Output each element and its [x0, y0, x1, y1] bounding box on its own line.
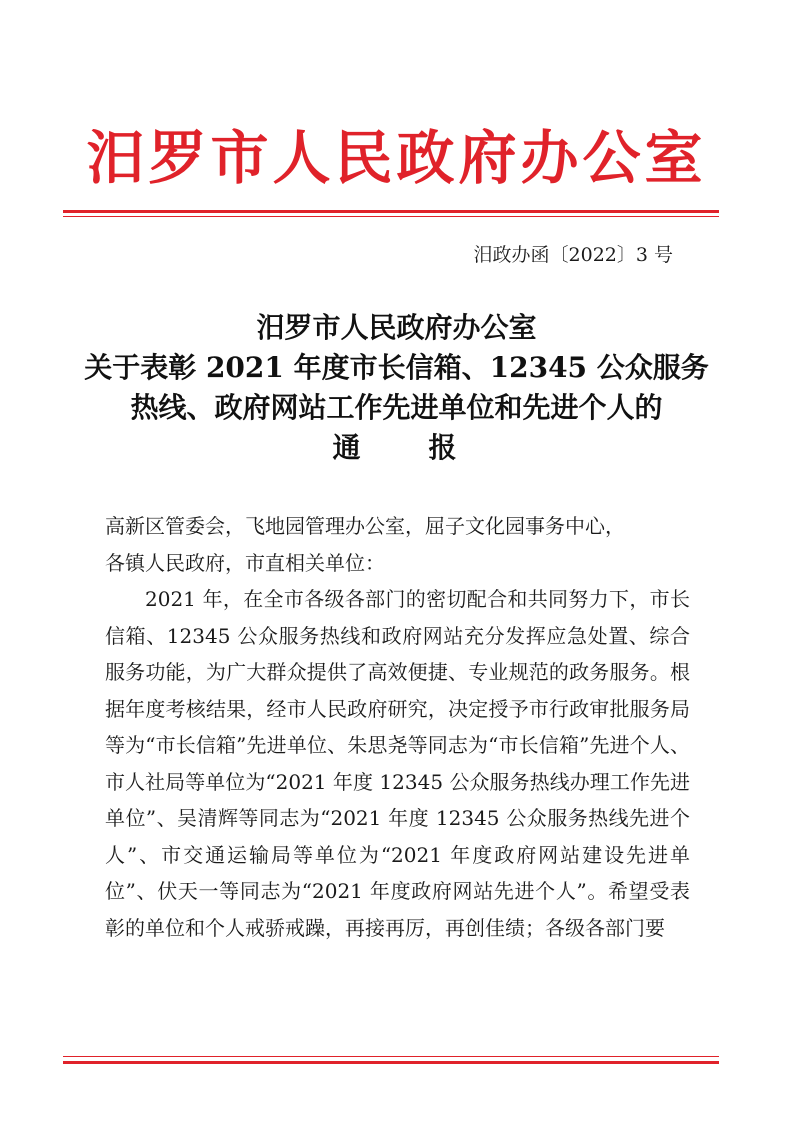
document-title: [60, 308, 733, 468]
title-line-3: 热线、政府网站工作先进单位和先进个人的: [130, 391, 663, 424]
title-line-1: 汨罗市人民政府办公室: [256, 311, 537, 344]
footer-rule-thin: [63, 1056, 719, 1057]
document-number: 汨政办函〔2022〕3 号: [473, 244, 673, 266]
title-line-4: 通 报: [332, 431, 461, 464]
addressee-line-2: 各镇人民政府，市直相关单位：: [105, 550, 385, 575]
addressee-line-1: 高新区管委会，飞地园管理办公室，屈子文化园事务中心，: [105, 514, 625, 538]
footer-rule-thick: [63, 1061, 719, 1064]
letterhead-title: 汨罗市人民政府办公室: [86, 124, 707, 192]
letterhead-rule-thick: [63, 210, 719, 213]
body-paragraph-1: 2021 年，在全市各级各部门的密切配合和共同努力下，市长信箱、12345 公众服务热线和政府网站充分发挥应急处置、综合服务功能，为广大群众提供了高效便捷、专业规范的政务服务。根据年度考核结果，经市人民政府研究，决定授予市行政审批服务局等为“市长信箱”先进单位、朱思尧等同志为“市长信箱”先进个人、市人社局等单位为“2021 年度 12345 公众服务热线办理工作先进单位”、吴清辉等同志为“2021 年度 12345 公众服务热线先进个人”、市交通运输局等单位为“2021 年度政府网站建设先进单位”、伏天一等同志为“2021 年度政府网站先进个人”。希望受表彰的单位和个人戒骄戒躁，再接再厉，再创佳绩；各级各部门要: [105, 587, 690, 940]
title-line-2: 关于表彰 2021 年度市长信箱、12345 公众服务: [84, 351, 709, 384]
letterhead-rule-thin: [63, 216, 719, 217]
document-body: [105, 508, 690, 946]
